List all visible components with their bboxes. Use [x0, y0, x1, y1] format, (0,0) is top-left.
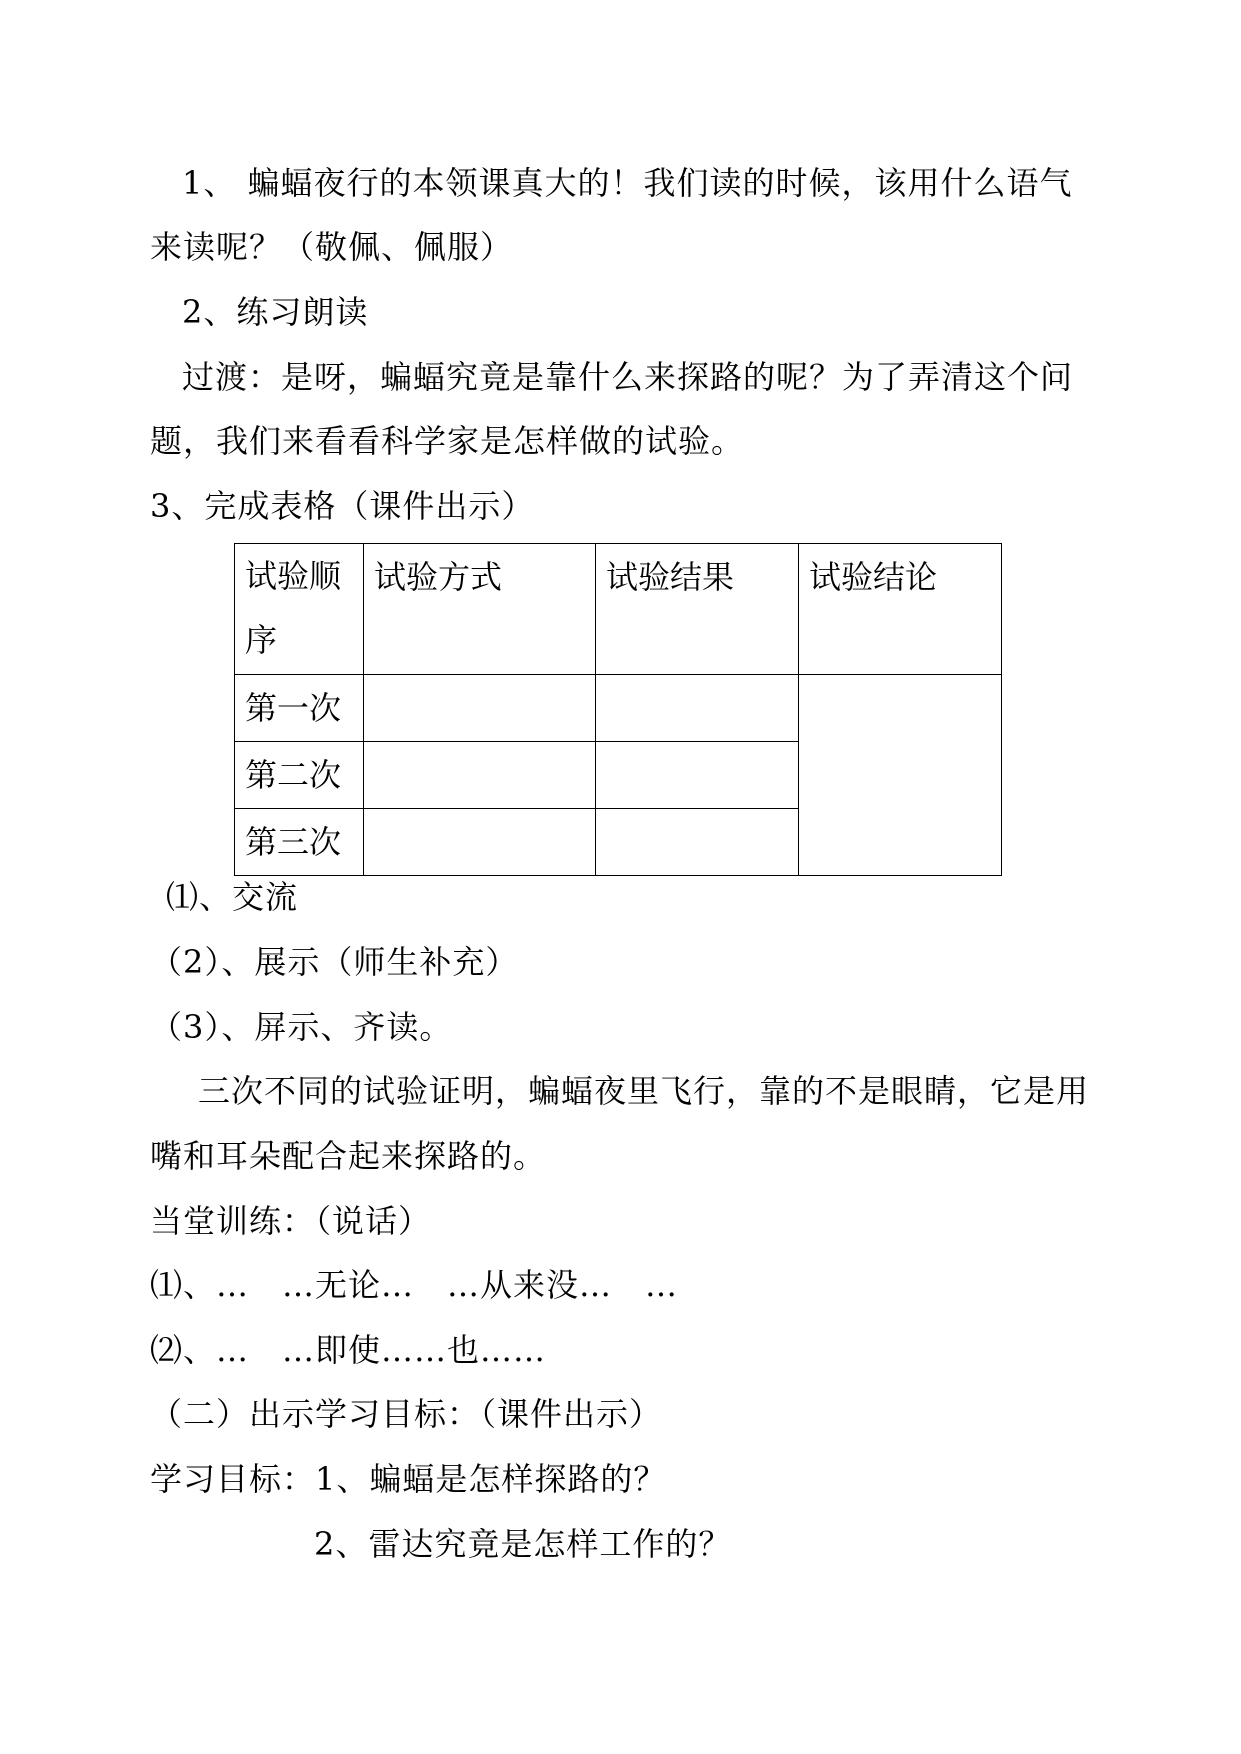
step-3: （3）、屏示、齐读。 — [150, 1008, 453, 1046]
paragraph-1-line-1: 1、 蝙蝠夜行的本领课真大的！我们读的时候，该用什么语气 — [182, 164, 1073, 202]
row-label: 第三次 — [235, 809, 364, 876]
row-label: 第一次 — [235, 675, 364, 742]
paragraph-3-line-1: 过渡：是呀，蝙蝠究竟是靠什么来探路的呢？为了弄清这个问 — [182, 358, 1074, 396]
empty-cell — [596, 809, 799, 876]
training-title: 当堂训练：（说话） — [150, 1202, 432, 1240]
paragraph-3-line-2: 题，我们来看看科学家是怎样做的试验。 — [150, 422, 745, 460]
empty-cell — [596, 675, 799, 742]
paragraph-1-line-2: 来读呢？（敬佩、佩服） — [150, 228, 514, 266]
empty-cell — [596, 742, 799, 809]
step-2: （2）、展示（师生补充） — [150, 943, 519, 981]
header-result: 试验结果 — [596, 544, 799, 675]
header-conclusion: 试验结论 — [799, 544, 1002, 675]
table-row — [235, 675, 1002, 742]
header-order: 试验顺序 — [235, 544, 364, 675]
paragraph-2: 2、练习朗读 — [182, 293, 369, 331]
goals-heading: （二）出示学习目标：（课件出示） — [150, 1395, 663, 1433]
goal-2: 2、雷达究竟是怎样工作的？ — [314, 1525, 732, 1563]
empty-cell — [364, 742, 596, 809]
table-header-row — [235, 544, 1002, 675]
empty-cell — [364, 809, 596, 876]
paragraph-4: 3、完成表格（课件出示） — [150, 487, 535, 525]
header-method: 试验方式 — [364, 544, 596, 675]
row-label: 第二次 — [235, 742, 364, 809]
conclusion-line-2: 嘴和耳朵配合起来探路的。 — [150, 1137, 547, 1175]
empty-cell — [364, 675, 596, 742]
experiment-table — [234, 543, 1002, 876]
step-1: ⑴、交流 — [166, 878, 299, 916]
training-item-2: ⑵、… …即使……也…… — [150, 1331, 547, 1369]
conclusion-line-1: 三次不同的试验证明，蝙蝠夜里飞行，靠的不是眼睛，它是用 — [198, 1072, 1090, 1110]
conclusion-merged-cell — [799, 675, 1002, 876]
training-item-1: ⑴、… …无论… …从来没… … — [150, 1266, 679, 1304]
goal-1: 学习目标：1、蝙蝠是怎样探路的？ — [150, 1460, 667, 1498]
